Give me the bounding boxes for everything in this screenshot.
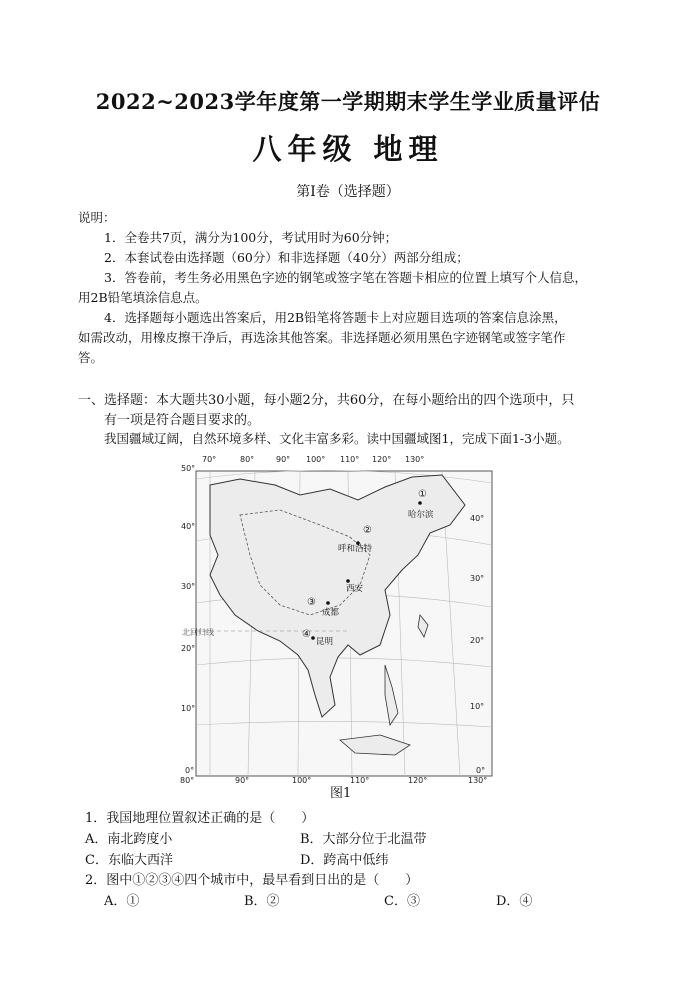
notes-label: 说明： xyxy=(78,210,116,225)
marker-3: ③ xyxy=(307,597,316,608)
lon-label: 110° xyxy=(340,455,360,464)
city-label-chengdu: 成都 xyxy=(322,608,340,618)
part1-heading-cont: 有一项是符合题目要求的。 xyxy=(104,413,261,428)
lon-label: 70° xyxy=(202,455,217,464)
q2-option-b: B．② xyxy=(244,894,280,909)
question-1-stem: 1．我国地理位置叙述正确的是（ ） xyxy=(85,811,315,826)
note-item-1: 1．全卷共7页，满分为100分，考试用时为60分钟； xyxy=(104,230,398,245)
lon-label: 100° xyxy=(292,776,312,785)
lon-label: 130° xyxy=(468,776,488,785)
q1-option-a: A．南北跨度小 xyxy=(85,832,173,847)
top-lon-labels xyxy=(202,455,424,464)
city-label-xian: 西安 xyxy=(346,584,364,594)
tropic-label: 北回归线 xyxy=(182,628,214,637)
city-label-kunming: 昆明 xyxy=(316,637,334,647)
lat-label: 0° xyxy=(185,766,195,775)
part1-intro: 我国疆域辽阔，自然环境多样、文化丰富多彩。读中国疆域图1，完成下面1-3小题。 xyxy=(104,431,570,446)
lat-label: 30° xyxy=(470,574,485,583)
lat-label: 40° xyxy=(470,514,485,523)
lat-label: 40° xyxy=(181,522,196,531)
lat-label: 50° xyxy=(181,464,196,473)
marker-2: ② xyxy=(363,525,372,536)
lat-label: 20° xyxy=(470,636,485,645)
question-2-stem: 2．图中①②③④四个城市中，最早看到日出的是（ ） xyxy=(85,873,419,888)
lon-label: 120° xyxy=(372,455,392,464)
lat-label: 30° xyxy=(181,582,196,591)
city-dot xyxy=(326,601,330,605)
lon-label: 90° xyxy=(276,455,291,464)
lon-label: 80° xyxy=(240,455,255,464)
lon-label: 120° xyxy=(408,776,428,785)
city-label-harbin: 哈尔滨 xyxy=(408,510,434,520)
city-dot xyxy=(311,636,315,640)
q2-option-c: C．③ xyxy=(384,894,420,909)
note-item-3-cont: 用2B铅笔填涂信息点。 xyxy=(78,290,208,305)
q2-option-d: D．④ xyxy=(496,894,533,909)
q1-option-b: B．大部分位于北温带 xyxy=(300,832,427,847)
q1-option-c: C．东临大西洋 xyxy=(85,853,173,868)
lat-label: 10° xyxy=(470,702,485,711)
lon-label: 130° xyxy=(405,455,425,464)
section-heading: 第Ⅰ卷（选择题） xyxy=(296,184,400,200)
q1-option-d: D．跨高中低纬 xyxy=(300,853,389,868)
lon-label: 80° xyxy=(180,776,195,785)
figure-caption: 图1 xyxy=(330,786,352,801)
exam-subtitle: 八年级 地理 xyxy=(252,132,444,166)
lat-label: 0° xyxy=(476,766,486,775)
lon-label: 100° xyxy=(306,455,326,464)
lat-label: 20° xyxy=(181,644,196,653)
city-dot xyxy=(346,579,350,583)
note-item-4: 4．选择题每小题选出答案后，用2B铅笔将答题卡上对应题目选项的答案信息涂黑， xyxy=(104,310,567,325)
note-item-3: 3．答卷前，考生务必用黑色字迹的钢笔或签字笔在答题卡相应的位置上填写个人信息， xyxy=(104,270,587,285)
marker-1: ① xyxy=(418,489,427,500)
part1-heading: 一、选择题：本大题共30小题，每小题2分，共60分，在每小题给出的四个选项中，只 xyxy=(78,393,575,408)
lon-label: 90° xyxy=(235,776,250,785)
city-label-hohhot: 呼和浩特 xyxy=(338,544,373,554)
marker-4: ④ xyxy=(302,629,311,640)
city-dot xyxy=(418,501,422,505)
note-item-2: 2．本套试卷由选择题（60分）和非选择题（40分）两部分组成； xyxy=(104,250,469,265)
q2-option-a: A．① xyxy=(104,894,140,909)
note-item-4-end: 答。 xyxy=(78,350,104,365)
note-item-4-cont: 如需改动，用橡皮擦干净后，再选涂其他答案。非选择题必须用黑色字迹钢笔或签字笔作 xyxy=(78,330,566,345)
china-map xyxy=(180,455,492,785)
left-lat-labels xyxy=(181,464,195,775)
lat-label: 10° xyxy=(181,704,196,713)
lon-label: 110° xyxy=(350,776,370,785)
exam-title: 2022~2023学年度第一学期期末学生学业质量评估 xyxy=(95,89,601,114)
